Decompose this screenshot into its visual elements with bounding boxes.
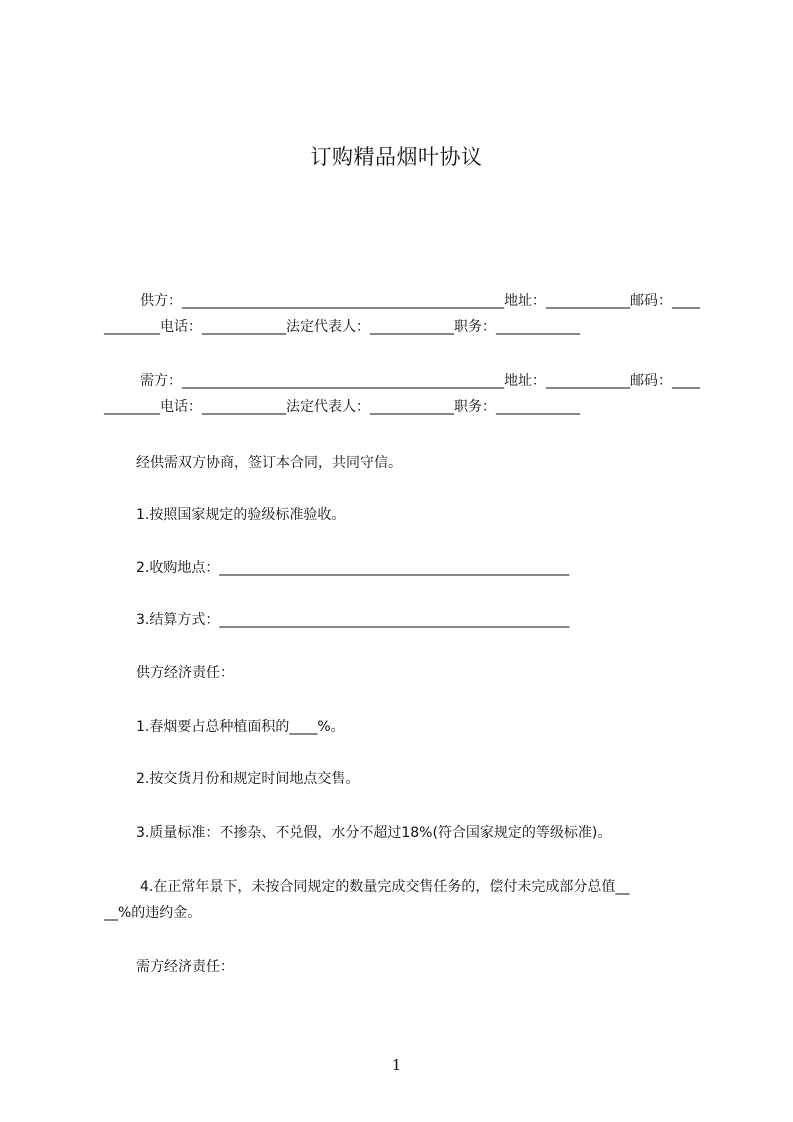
supplier-duty-penalty-line-2: __%的违约金。 (104, 905, 202, 921)
supplier-duty-penalty-line-1: 4.在正常年景下，未按合同规定的数量完成交售任务的，偿付未完成部分总值__ (140, 879, 630, 895)
intro-paragraph: 经供需双方协商，签订本合同，共同守信。 (136, 455, 402, 471)
supplier-info-line-1: 供方：______________________________________________地址：____________邮码：____ (140, 293, 700, 309)
document-title: 订购精品烟叶协议 (310, 145, 483, 169)
buyer-info-line-2: ________电话：____________法定代表人：____________职务：____________ (104, 399, 580, 415)
supplier-duty-spring-tobacco: 1.春烟要占总种植面积的____%。 (136, 719, 345, 735)
clause-settlement-method: 3.结算方式：__________________________________________________ (136, 612, 570, 628)
supplier-duty-quality-standard: 3.质量标准：不掺杂、不兑假，水分不超过18%(符合国家规定的等级标准)。 (136, 825, 612, 841)
supplier-duty-delivery-schedule: 2.按交货月份和规定时间地点交售。 (136, 771, 360, 787)
supplier-duties-heading: 供方经济责任： (136, 665, 234, 681)
buyer-info-line-1: 需方：______________________________________________地址：____________邮码：____ (140, 373, 700, 389)
page-number: 1 (391, 1056, 402, 1074)
clause-inspection-standard: 1.按照国家规定的验级标准验收。 (136, 507, 346, 523)
supplier-info-line-2: ________电话：____________法定代表人：____________职务：____________ (104, 319, 580, 335)
clause-purchase-location: 2.收购地点：__________________________________________________ (136, 560, 570, 576)
buyer-duties-heading: 需方经济责任： (136, 959, 234, 975)
